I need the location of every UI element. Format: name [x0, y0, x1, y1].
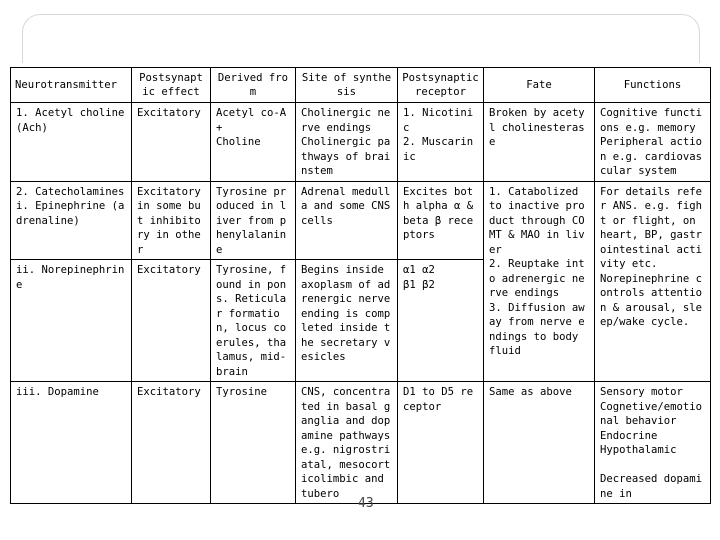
cell-fate: Broken by acetyl cholinesterase [484, 103, 595, 182]
table-row [11, 181, 711, 260]
cell-site: Cholinergic nerve endings Cholinergic pathways of brainstem [296, 103, 398, 182]
cell-neurotransmitter: ii. Norepinephrine [11, 260, 132, 382]
cell-functions: Sensory motor Cognetive/emotional behavior Endocrine Hypothalamic Decreased dopamine in [595, 382, 711, 504]
cell-neurotransmitter: 2. Catecholamines i. Epinephrine (adrenaline) [11, 181, 132, 260]
cell-neurotransmitter: 1. Acetyl choline (Ach) [11, 103, 132, 182]
neurotransmitter-table [10, 67, 711, 504]
cell-derived: Tyrosine [211, 382, 296, 504]
header-postsynaptic-receptor: Postsynaptic receptor [398, 68, 484, 103]
cell-site: CNS, concentrated in basal ganglia and dopamine pathways e.g. nigrostriatal, mesocorticolimbic and tubero [296, 382, 398, 504]
header-site-of-synthesis: Site of synthesis [296, 68, 398, 103]
header-postsynaptic-effect: Postsynaptic effect [132, 68, 211, 103]
cell-derived: Tyrosine, found in pons. Reticular formation, locus coerules, thalamus, mid-brain [211, 260, 296, 382]
cell-effect: Excitatory in some but inhibitory in other [132, 181, 211, 260]
cell-fate: Same as above [484, 382, 595, 504]
page-number: 43 [358, 496, 374, 511]
header-fate: Fate [484, 68, 595, 103]
cell-site: Begins inside axoplasm of adrenergic nerve ending is completed inside the secretary vesicles [296, 260, 398, 382]
table-header-row [11, 68, 711, 103]
table-row [11, 103, 711, 182]
cell-receptor: Excites both alpha α & beta β receptors [398, 181, 484, 260]
header-functions: Functions [595, 68, 711, 103]
cell-receptor: 1. Nicotinic 2. Muscarinic [398, 103, 484, 182]
cell-receptor: α1 α2 β1 β2 [398, 260, 484, 382]
table-row [11, 382, 711, 504]
cell-receptor: D1 to D5 receptor [398, 382, 484, 504]
cell-derived: Tyrosine produced in liver from phenylalanine [211, 181, 296, 260]
cell-fate: 1. Catabolized to inactive product through COMT & MAO in liver 2. Reuptake into adrenergic nerve endings 3. Diffusion away from nerve endings to body fluid [484, 181, 595, 382]
cell-derived: Acetyl co-A + Choline [211, 103, 296, 182]
cell-site: Adrenal medulla and some CNS cells [296, 181, 398, 260]
cell-effect: Excitatory [132, 103, 211, 182]
header-neurotransmitter: Neurotransmitter [11, 68, 132, 103]
cell-effect: Excitatory [132, 382, 211, 504]
cell-effect: Excitatory [132, 260, 211, 382]
cell-functions: For details refer ANS. e.g. fight or flight, on heart, BP, gastrointestinal activity etc. Norepinephrine controls attention & arousal, sleep/wake cycle. [595, 181, 711, 382]
cell-neurotransmitter: iii. Dopamine [11, 382, 132, 504]
header-derived-from: Derived from [211, 68, 296, 103]
cell-functions: Cognitive functions e.g. memory Peripheral action e.g. cardiovascular system [595, 103, 711, 182]
title-frame [22, 14, 700, 63]
